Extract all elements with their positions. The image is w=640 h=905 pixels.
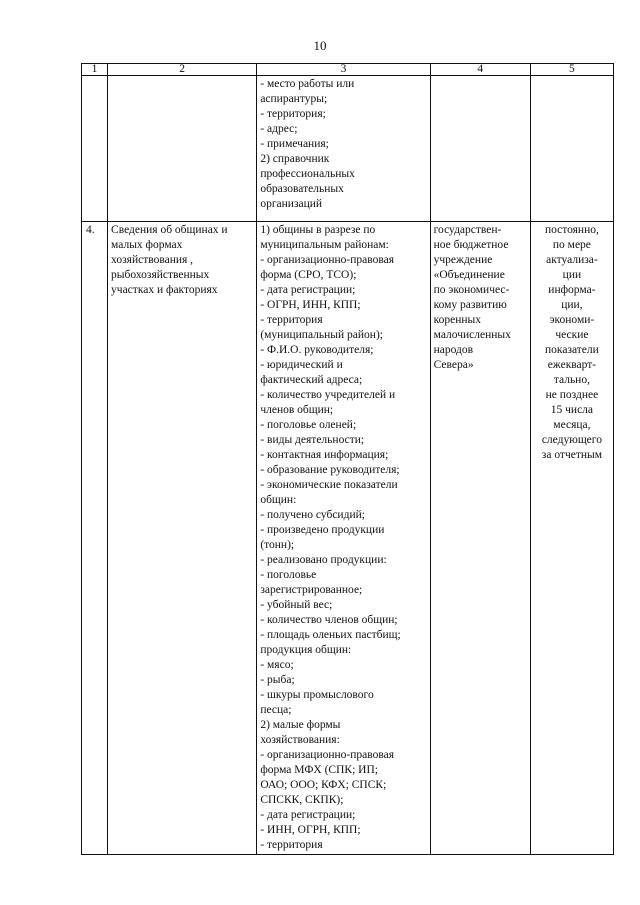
cell-text-line: - примечания; xyxy=(260,138,329,150)
cell-text-line: постоянно, xyxy=(544,224,599,236)
column-header-row xyxy=(82,64,614,76)
cell-text-line: кому развитию xyxy=(433,299,507,311)
continuation-description-cell xyxy=(108,76,257,222)
cell-text-line: - ОГРН, ИНН, КПП; xyxy=(260,299,361,311)
cell-text-line: 1) общины в разрезе по xyxy=(260,224,376,236)
cell-text-line: - территория; xyxy=(260,108,326,120)
cell-text-line: ции xyxy=(562,269,582,281)
row-description-cell xyxy=(108,222,257,855)
cell-text-line: - ИНН, ОГРН, КПП; xyxy=(260,824,361,836)
column-header-2: 2 xyxy=(108,64,257,76)
cell-text-line: продукция общин: xyxy=(260,644,352,656)
cell-text-line: песца; xyxy=(260,704,292,716)
cell-text-line: зарегистрированное; xyxy=(260,584,363,596)
cell-text-line: хозяйствования: xyxy=(260,734,340,746)
cell-text-line: - дата регистрации; xyxy=(260,284,356,296)
cell-text-line: - территория xyxy=(260,839,323,851)
cell-text-line: - образование руководителя; xyxy=(260,464,400,476)
cell-text-line: образовательных xyxy=(260,183,344,195)
row-content-cell xyxy=(257,222,430,855)
cell-text-line: по мере xyxy=(552,239,591,251)
cell-text-line: тально, xyxy=(553,374,590,386)
cell-text-line: по экономичес- xyxy=(433,284,510,296)
cell-text-line: - экономические показатели xyxy=(260,479,398,491)
cell-text-line: - получено субсидий; xyxy=(260,509,365,521)
cell-text-line: следующего xyxy=(541,434,602,446)
cell-text-line: (тонн); xyxy=(260,539,295,551)
cell-text-line: 15 числа xyxy=(550,404,594,416)
cell-text-line: экономи- xyxy=(549,314,595,326)
continuation-content-cell xyxy=(257,76,430,222)
cell-text-line: - Ф.И.О. руководителя; xyxy=(260,344,374,356)
cell-text-line: информа- xyxy=(548,284,596,296)
cell-text-line: - поголовье xyxy=(260,569,317,581)
cell-text-line: Сведения об общинах и xyxy=(111,224,228,236)
cell-text-line: форма МФХ (СПК; ИП; xyxy=(260,764,378,776)
data-table xyxy=(81,63,614,855)
cell-text-line: малочисленных xyxy=(433,329,511,341)
column-header-5: 5 xyxy=(530,64,613,76)
cell-text-line: 2) справочник xyxy=(260,153,330,165)
column-header-4: 4 xyxy=(430,64,530,76)
cell-text-line: (муниципальный район); xyxy=(260,329,383,341)
cell-text-line: ное бюджетное xyxy=(433,239,509,251)
cell-text-line: - площадь оленьих пастбищ; xyxy=(260,629,401,641)
page-number: 10 xyxy=(313,38,327,53)
cell-text-line: хозяйствования , xyxy=(111,254,194,266)
cell-text-line: не позднее xyxy=(545,389,599,401)
cell-text-line: малых формах xyxy=(111,239,183,251)
cell-text-line: профессиональных xyxy=(260,168,355,180)
cell-text-line: - мясо; xyxy=(260,659,294,671)
cell-text-line: - поголовье оленей; xyxy=(260,419,357,431)
cell-text-line: организаций xyxy=(260,198,323,210)
cell-text-line: членов общин; xyxy=(260,404,334,416)
cell-text-line: учреждение xyxy=(433,254,493,266)
cell-text-line: общин: xyxy=(260,494,297,506)
cell-text-line: - шкуры промыслового xyxy=(260,689,374,701)
cell-text-line: форма (СРО, ТСО); xyxy=(260,269,357,281)
cell-text-line: рыбохозяйственных xyxy=(111,269,210,281)
cell-text-line: за отчетным xyxy=(541,449,603,461)
cell-text-line: - организационно-правовая xyxy=(260,749,395,761)
cell-text-line: - дата регистрации; xyxy=(260,809,356,821)
cell-text-line: - убойный вес; xyxy=(260,599,333,611)
cell-text-line: - контактная информация; xyxy=(260,449,389,461)
table-row-4 xyxy=(82,222,614,855)
cell-text-line: 2) малые формы xyxy=(260,719,341,731)
cell-text-line: ежекварт- xyxy=(547,359,597,371)
cell-text-line: ОАО; ООО; КФХ; СПСК; xyxy=(260,779,387,791)
continuation-responsible-cell xyxy=(430,76,530,222)
column-header-3: 3 xyxy=(257,64,430,76)
cell-text-line: - адрес; xyxy=(260,123,298,135)
cell-text-line: - произведено продукции xyxy=(260,524,385,536)
cell-text-line: - юридический и xyxy=(260,359,343,371)
cell-text-line: - организационно-правовая xyxy=(260,254,395,266)
row-number: 4. xyxy=(82,222,108,855)
row-responsible-cell xyxy=(430,222,530,855)
cell-text-line: «Объединение xyxy=(433,269,505,281)
cell-text-line: фактический адреса; xyxy=(260,374,363,386)
cell-text-line: ции, xyxy=(561,299,583,311)
table-row-continuation xyxy=(82,76,614,222)
column-header-1: 1 xyxy=(82,64,108,76)
cell-text-line: - количество членов общин; xyxy=(260,614,398,626)
cell-text-line: - количество учредителей и xyxy=(260,389,396,401)
row-period-cell xyxy=(530,222,613,855)
cell-text-line: - реализовано продукции: xyxy=(260,554,387,566)
cell-text-line: участках и факториях xyxy=(111,284,218,296)
cell-text-line: - место работы или xyxy=(260,78,355,90)
cell-text-line: показатели xyxy=(545,344,599,356)
cell-text-line: народов xyxy=(433,344,474,356)
cell-text-line: коренных xyxy=(433,314,482,326)
cell-text-line: муниципальным районам: xyxy=(260,239,389,251)
continuation-number-cell xyxy=(82,76,108,222)
cell-text-line: месяца, xyxy=(553,419,591,431)
continuation-period-cell xyxy=(530,76,613,222)
cell-text-line: СПСКК, СКПК); xyxy=(260,794,344,806)
cell-text-line: - рыба; xyxy=(260,674,295,686)
cell-text-line: Севера» xyxy=(433,359,474,371)
cell-text-line: - территория xyxy=(260,314,323,326)
cell-text-line: государствен- xyxy=(433,224,502,236)
cell-text-line: актуализа- xyxy=(546,254,598,266)
cell-text-line: ческие xyxy=(555,329,589,341)
cell-text-line: - виды деятельности; xyxy=(260,434,365,446)
cell-text-line: аспирантуры; xyxy=(260,93,328,105)
